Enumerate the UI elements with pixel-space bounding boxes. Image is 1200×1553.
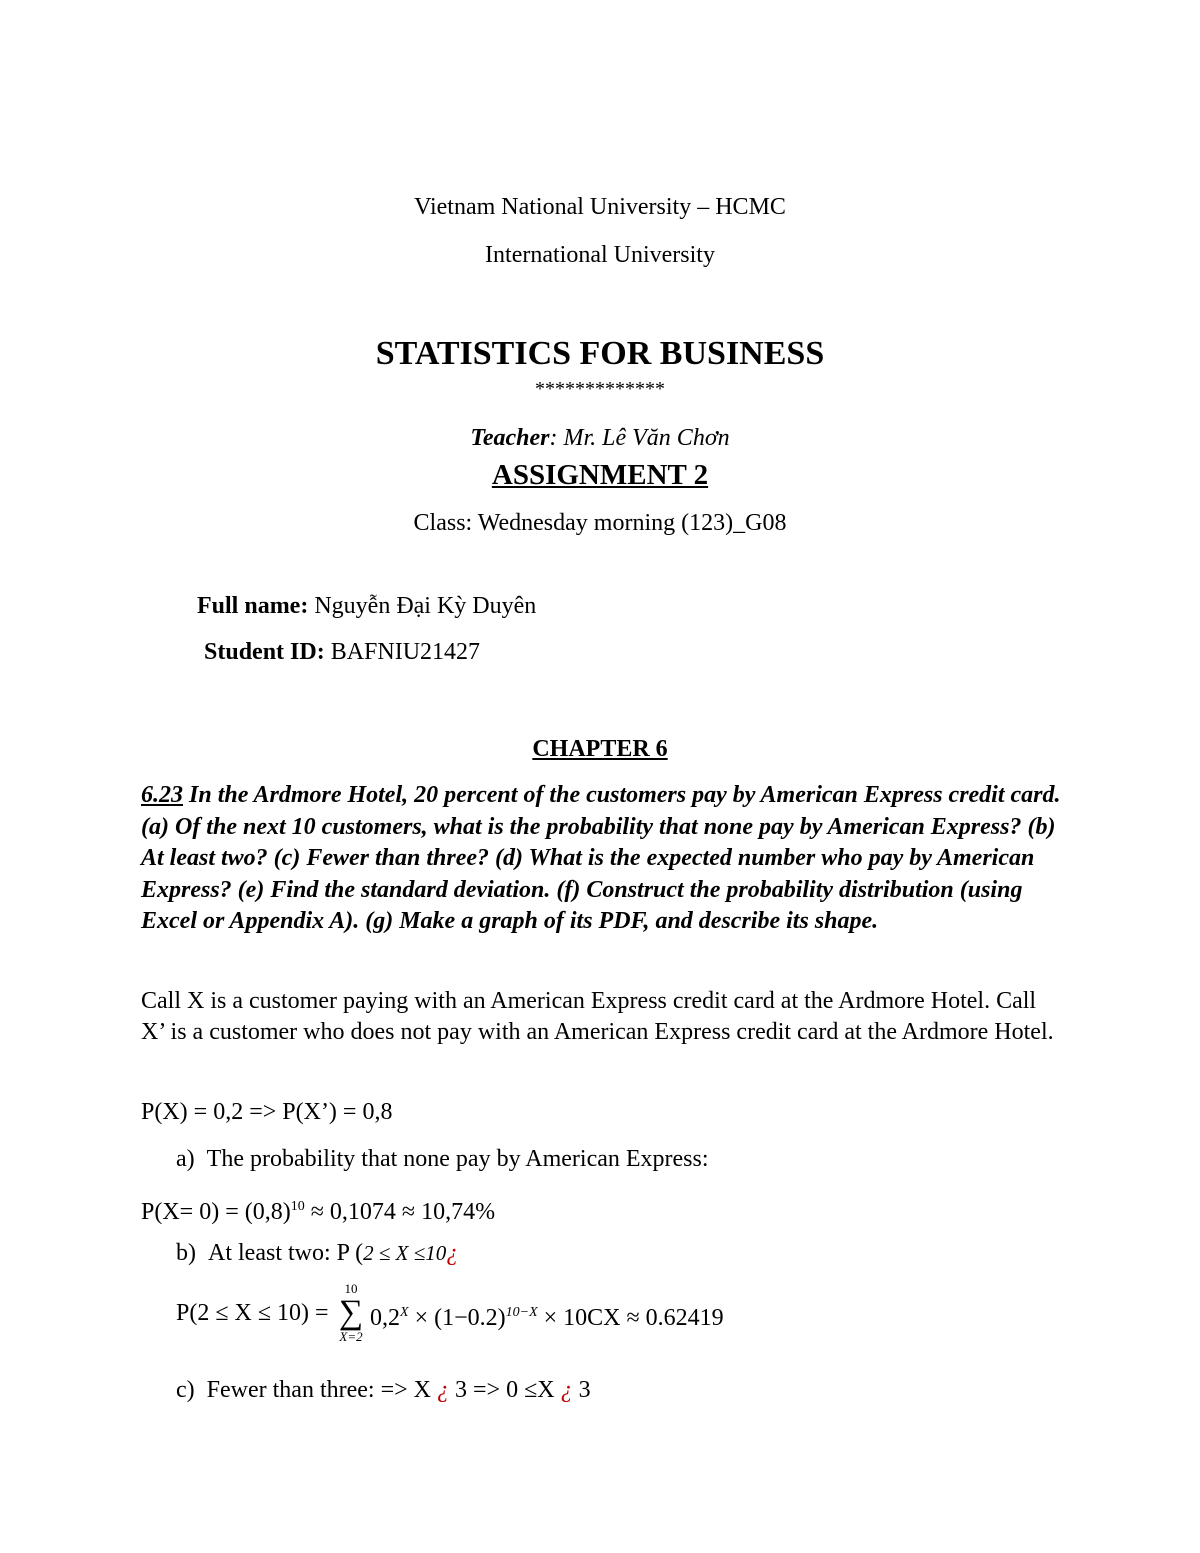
formula-middle: × (1−0.2) — [408, 1305, 506, 1331]
part-c-text-2: 3 => 0 ≤X — [449, 1377, 561, 1403]
university-name: Vietnam National University – HCMC — [414, 194, 786, 220]
student-id-label: Student ID: — [204, 639, 325, 665]
formula-exponent-2: 10−X — [505, 1305, 538, 1320]
full-name-value: Nguyễn Đại Kỳ Duyên — [308, 593, 537, 619]
course-title: STATISTICS FOR BUSINESS — [375, 335, 825, 372]
formula-base: 0,2 — [370, 1305, 400, 1331]
question-text: In the Ardmore Hotel, 20 percent of the customers pay by American Express credit card. (a) Of the next 10 customers, what is the probability that none pay by American Express? (b) At least two? (c) Fewer than three? (d) What is the expected number who pay by American Express? (e) Find the standard deviation. (f) Construct the probability distribution (using Excel or Appendix A). (g) Make a graph of its PDF, and describe its shape. — [141, 782, 1061, 934]
teacher-label: Teacher — [470, 425, 550, 451]
part-b-line — [176, 1238, 458, 1268]
part-c-text-1: Fewer than three: => X — [206, 1377, 437, 1403]
probability-line: P(X) = 0,2 => P(X’) = 0,8 — [141, 1099, 393, 1125]
full-name-line — [197, 591, 536, 621]
sigma-icon: ∑ — [338, 1294, 364, 1331]
part-c-label: c) — [176, 1377, 195, 1403]
sum-upper-limit: 10 — [344, 1281, 358, 1296]
sum-lower-limit: X=2 — [339, 1329, 363, 1344]
part-a-text: The probability that none pay by American Express: — [206, 1146, 709, 1172]
teacher-line — [0, 423, 1200, 453]
part-c-text-3: 3 — [572, 1377, 591, 1403]
part-a-line — [176, 1144, 709, 1174]
student-id-value: BAFNIU21427 — [324, 639, 481, 665]
part-b-range: 2 ≤ X ≤10 — [363, 1241, 447, 1265]
part-b-result: × 10CX ≈ 0.62419 — [537, 1305, 724, 1331]
chapter-heading: CHAPTER 6 — [532, 736, 668, 762]
class-line: Class: Wednesday morning (123)_G08 — [413, 510, 787, 536]
formula-exponent-x: X — [400, 1305, 409, 1320]
part-a-label: a) — [176, 1146, 195, 1172]
part-b-label: b) — [176, 1240, 196, 1266]
part-c-line — [176, 1375, 591, 1405]
assignment-title: ASSIGNMENT 2 — [491, 459, 709, 491]
teacher-name: : Mr. Lê Văn Chơn — [549, 425, 730, 451]
part-b-text: At least two: P ( — [208, 1240, 364, 1266]
part-a-formula-start: P(X= 0) = (0,8) — [141, 1199, 291, 1225]
full-name-label: Full name: — [197, 593, 309, 619]
part-c-glyph-1: ¿ — [437, 1377, 449, 1403]
student-id-line — [204, 637, 480, 667]
title-stars: ************* — [535, 378, 665, 400]
part-a-formula — [141, 1192, 495, 1227]
summation-symbol — [336, 1282, 366, 1348]
part-b-formula-right — [370, 1298, 724, 1333]
part-a-result: ≈ 0,1074 ≈ 10,74% — [304, 1199, 496, 1225]
part-c-glyph-2: ¿ — [560, 1377, 573, 1403]
question-number: 6.23 — [141, 782, 183, 808]
answer-intro: Call X is a customer paying with an American Express credit card at the Ardmore Hotel. Call X’ is a customer who does not pay with an American Express credit card at the Ardmore Hotel. — [141, 988, 1054, 1045]
institution-name: International University — [485, 242, 715, 268]
question-6-23 — [141, 780, 1061, 938]
part-b-glyph: ¿ — [446, 1240, 459, 1266]
part-b-formula-left: P(2 ≤ X ≤ 10) = — [176, 1300, 329, 1326]
part-a-exponent: 10 — [290, 1199, 305, 1214]
